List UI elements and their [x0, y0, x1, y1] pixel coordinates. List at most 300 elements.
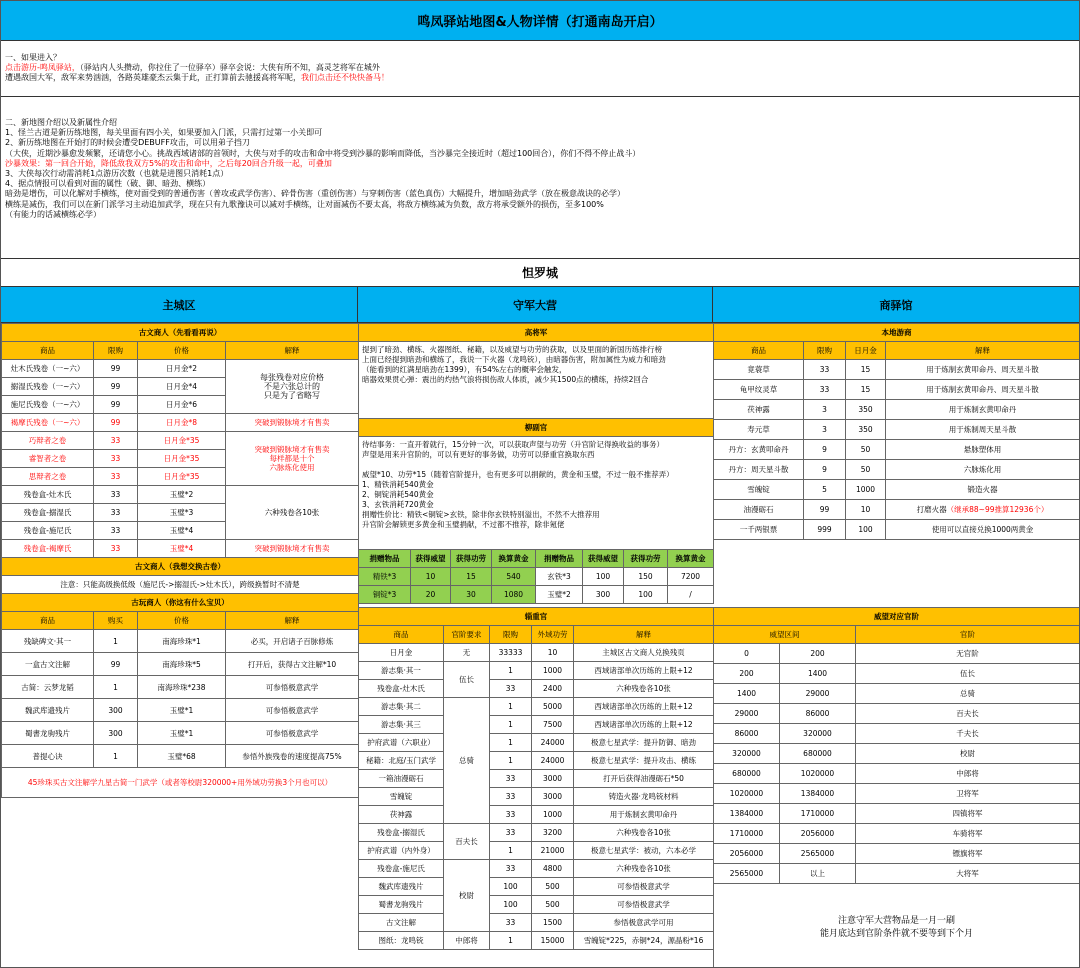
oil-red-note: （继承88~99推算12936个）	[946, 505, 1049, 514]
table-row	[359, 806, 714, 824]
cell: 南海珍珠*238	[138, 676, 226, 699]
cell: 悬脉塑体用	[886, 440, 1080, 460]
cell: 1	[94, 745, 138, 768]
cell: 1080	[492, 586, 536, 604]
cell: 可参悟极意武学	[226, 676, 359, 699]
cell: 33	[490, 770, 532, 788]
local-merchant-table	[713, 323, 1080, 540]
cell: 9	[804, 440, 846, 460]
cell: 350	[846, 420, 886, 440]
table-row	[714, 684, 1080, 704]
table-row	[714, 704, 1080, 724]
cell: 300	[94, 722, 138, 745]
col-header: 商品	[714, 342, 804, 360]
col-header: 限购	[94, 342, 138, 360]
cell: 游志集·其一	[359, 662, 444, 680]
note-cell: 突破到锻脉境才有售卖	[226, 414, 359, 432]
cell: 7500	[532, 716, 574, 734]
rank-cell: 校尉	[444, 860, 490, 932]
oil-note: 打磨火器	[916, 505, 947, 514]
rank-cell: 无	[444, 644, 490, 662]
cell: 丹方：玄黄叩命丹	[714, 440, 804, 460]
cell: 竟蓑草	[714, 360, 804, 380]
cell: 15000	[532, 932, 574, 950]
cell	[886, 500, 1080, 520]
cell: 图纸：龙鸣铳	[359, 932, 444, 950]
cell: 50	[846, 440, 886, 460]
cell: 33	[490, 788, 532, 806]
table-row	[359, 752, 714, 770]
cell: 百夫长	[856, 704, 1080, 724]
cell: 1384000	[780, 784, 856, 804]
cell: 33	[94, 504, 138, 522]
cell: 以上	[780, 864, 856, 884]
cell: 2056000	[780, 824, 856, 844]
newmap-line: （有能力的话减横练必学）	[5, 209, 101, 219]
cell: 南海珍珠*5	[138, 653, 226, 676]
intro-section	[1, 41, 1079, 97]
cell: 7200	[668, 568, 714, 586]
chief-title: 柳副官	[359, 419, 714, 437]
cell: 15	[451, 568, 492, 586]
cell: 日月金	[359, 644, 444, 662]
col-header: 解释	[226, 342, 359, 360]
table-row	[714, 724, 1080, 744]
rank-cell: 中郎将	[444, 932, 490, 950]
table-row	[359, 680, 714, 698]
table-row	[2, 630, 359, 653]
cell: 铸造火器·龙鸣铳材料	[574, 788, 714, 806]
rank-cell: 总骑	[444, 698, 490, 824]
cell: 2400	[532, 680, 574, 698]
cell: 33	[490, 680, 532, 698]
cell: 游志集·其二	[359, 698, 444, 716]
cell: 150	[624, 568, 668, 586]
newmap-line: 二、新地图介绍以及新属性介绍	[5, 118, 117, 127]
cell: 500	[532, 896, 574, 914]
table-row	[2, 540, 359, 558]
table-row	[359, 698, 714, 716]
page-title: 鸣凤驿站地图&人物详情（打通南岛开启）	[1, 1, 1079, 41]
cell: 蜀書龙驹残片	[359, 896, 444, 914]
cell: 2056000	[714, 844, 780, 864]
cell: 玉璧*1	[138, 722, 226, 745]
table-row	[359, 586, 714, 604]
cell: 玄铁*3	[536, 568, 583, 586]
cell: 精铁*3	[359, 568, 411, 586]
cell: 1710000	[714, 824, 780, 844]
intro-text: 遭遇敌国大军，敌军来势汹汹，各路英雄豪杰云集于此，正打算前去驰援高将军呢，	[5, 73, 301, 82]
ancient-merchant-title: 古文商人（先看看再说）	[2, 324, 359, 342]
cell: 龟甲纹灵草	[714, 380, 804, 400]
table-row	[714, 664, 1080, 684]
table-row	[714, 764, 1080, 784]
table-row	[714, 440, 1080, 460]
cell: 15	[846, 360, 886, 380]
cell: 1000	[532, 806, 574, 824]
cell: 86000	[780, 704, 856, 724]
col-header: 捐赠物品	[359, 550, 411, 568]
cell: 打开后获得油漫砺石*50	[574, 770, 714, 788]
col-header: 获得功劳	[451, 550, 492, 568]
cell: 日月金*2	[138, 360, 226, 378]
cell: 千夫长	[856, 724, 1080, 744]
cell: 3	[804, 400, 846, 420]
rank-table	[713, 607, 1080, 968]
cell: 3	[804, 420, 846, 440]
cell: 极意七星武学：提升防御、暗劲	[574, 734, 714, 752]
cell: 21000	[532, 842, 574, 860]
table-row	[2, 432, 359, 450]
cell: 魏武库遗残片	[359, 878, 444, 896]
cell: 玉璧*4	[138, 540, 226, 558]
cell: 1	[490, 662, 532, 680]
cell: 用于炼制周天星斗散	[886, 420, 1080, 440]
antique-note: 45珍珠买古文注解学九星古简一门武学（或者等校尉320000+用外域功劳换3个月也可以）	[2, 768, 359, 798]
cell: 使用可以直接兑换1000两黄金	[886, 520, 1080, 540]
cell: 200	[714, 664, 780, 684]
rank-note: 注意守军大营物品是一月一刷 能月底达到官阶条件就不要等到下个月	[714, 884, 1080, 968]
cell: 用于炼制玄黄叩命丹	[886, 400, 1080, 420]
table-row	[714, 744, 1080, 764]
intro-line	[5, 63, 1075, 73]
cell: 护府武谱（内外身）	[359, 842, 444, 860]
cell: 33	[804, 360, 846, 380]
table-row	[359, 770, 714, 788]
cell: 2565000	[714, 864, 780, 884]
col-header: 官阶要求	[444, 626, 490, 644]
intro-text: （驿站内人头攒动，你拉住了一位驿卒）驿卒会说：大侠有所不知，高灵芝将军在城外	[79, 63, 380, 72]
table-row	[2, 745, 359, 768]
table-row	[359, 914, 714, 932]
cell: 1	[490, 842, 532, 860]
cell: 残卷盒-灶木氏	[2, 486, 94, 504]
cell: 33	[94, 486, 138, 504]
table-row	[359, 644, 714, 662]
cell: 33	[94, 540, 138, 558]
city-title: 怛罗城	[1, 259, 1079, 287]
cell: 99	[94, 378, 138, 396]
cell: 参悟外族残卷的速度提高75%	[226, 745, 359, 768]
col-header: 解释	[574, 626, 714, 644]
table-row	[359, 824, 714, 842]
table-row	[714, 480, 1080, 500]
cell: 雪魄锭	[714, 480, 804, 500]
cell: 15	[846, 380, 886, 400]
newmap-line: （大侠，近期沙暴愈发频繁，还请您小心。挑战西域诸部的首领时，大侠与对手的攻击和命中将受到沙暴的影响而降低，当沙暴完全接近时（超过100回合），你们不得不停止战斗）	[5, 148, 641, 158]
cell: 打开后，获得古文注解*10	[226, 653, 359, 676]
newmap-line: 3、大侠每次行动需消耗1点游历次数（也就是进图只消耗1点）	[5, 169, 229, 179]
cell: 100	[583, 568, 624, 586]
cell: 用于炼制玄黄叩命丹、周天星斗散	[886, 380, 1080, 400]
veteran-title: 高将军	[359, 324, 714, 342]
cell: 一盒古文注解	[2, 653, 94, 676]
table-row	[714, 884, 1080, 968]
cell: 680000	[714, 764, 780, 784]
table-row	[714, 400, 1080, 420]
col-header: 商品	[2, 342, 94, 360]
cell: 车骑将军	[856, 824, 1080, 844]
cell: 1400	[714, 684, 780, 704]
cell: 33	[490, 824, 532, 842]
antique-title: 古玩商人（你这有什么宝贝）	[2, 594, 359, 612]
cell: 残缺碑文·其一	[2, 630, 94, 653]
cell: 1	[490, 932, 532, 950]
cell: 极意七星武学：被动，六本必学	[574, 842, 714, 860]
cell: 日月金*4	[138, 378, 226, 396]
table-row	[359, 716, 714, 734]
table-row	[714, 804, 1080, 824]
cell: 残卷盒-搦湿氏	[359, 824, 444, 842]
col-header: 限购	[490, 626, 532, 644]
cell: 30	[451, 586, 492, 604]
table-row	[2, 653, 359, 676]
cell: 西域诸部单次历练的上限+12	[574, 716, 714, 734]
table-row	[359, 860, 714, 878]
intro-red-text: 我们点击还不快快备马！	[301, 73, 389, 82]
cell: 思辩者之卷	[2, 468, 94, 486]
exchange-title: 古文商人（我想交换古卷）	[2, 558, 359, 576]
intro-line	[5, 73, 1075, 83]
cell: 铜锭*3	[359, 586, 411, 604]
cell: 护府武谱（六职业）	[359, 734, 444, 752]
table-row	[2, 768, 359, 798]
cell: 六种残卷各10张	[574, 860, 714, 878]
col-header: 换算黄金	[668, 550, 714, 568]
cell: 魏武库遗残片	[2, 699, 94, 722]
cell: 雪魄锭*225，赤铜*24，源晶粉*16	[574, 932, 714, 950]
table-row	[2, 722, 359, 745]
cell: 1	[490, 716, 532, 734]
table-row	[359, 568, 714, 586]
cell: 锻造火器	[886, 480, 1080, 500]
ancient-merchant-table	[1, 323, 359, 798]
zone-camp-header: 守军大营	[358, 287, 713, 323]
cell: 10	[411, 568, 451, 586]
cell: 99	[804, 500, 846, 520]
cell: 29000	[780, 684, 856, 704]
intro-red-text: 点击游历-鸣凤驿站，	[5, 63, 80, 72]
cell: 用于炼制玄黄叩命丹	[574, 806, 714, 824]
cell: 普提心诀	[2, 745, 94, 768]
cell: 300	[583, 586, 624, 604]
zone-trade-header: 商驿馆	[713, 287, 1079, 323]
cell: 100	[490, 878, 532, 896]
col-header: 获得功劳	[624, 550, 668, 568]
cell: 蜀書龙驹残片	[2, 722, 94, 745]
cell: 镖旗将军	[856, 844, 1080, 864]
officer-title: 辎重官	[359, 608, 714, 626]
cell: 33	[94, 468, 138, 486]
cell: 33	[94, 522, 138, 540]
table-row	[359, 550, 714, 568]
exchange-note: 注意：只能高级换低级（施尼氏->搦湿氏->灶木氏），跨级换暂时不清楚	[2, 576, 359, 594]
col-header: 获得威望	[583, 550, 624, 568]
table-row	[2, 360, 359, 378]
cell: 99	[94, 414, 138, 432]
cell: 1	[490, 752, 532, 770]
cell: 500	[532, 878, 574, 896]
cell: 86000	[714, 724, 780, 744]
col-header: 威望区间	[714, 626, 856, 644]
table-row	[2, 576, 359, 594]
cell: 日月金*35	[138, 468, 226, 486]
table-row	[714, 360, 1080, 380]
cell: 680000	[780, 744, 856, 764]
cell: 油漫砺石	[714, 500, 804, 520]
cell: 玉璧*4	[138, 522, 226, 540]
cell: 1000	[532, 662, 574, 680]
donate-table	[358, 549, 714, 604]
table-row	[714, 500, 1080, 520]
cell: 寿元草	[714, 420, 804, 440]
cell: 无官阶	[856, 644, 1080, 664]
cell: 1710000	[780, 804, 856, 824]
cell: 六种残卷各10张	[574, 824, 714, 842]
table-row	[714, 824, 1080, 844]
cell: 33	[490, 806, 532, 824]
cell: 灶木氏残卷（一~六）	[2, 360, 94, 378]
cell: 残卷盒-施尼氏	[359, 860, 444, 878]
local-merchant-title: 本地游商	[714, 324, 1080, 342]
cell: 10	[846, 500, 886, 520]
cell: 5000	[532, 698, 574, 716]
col-header: 换算黄金	[492, 550, 536, 568]
cell: 100	[624, 586, 668, 604]
cell: 20	[411, 586, 451, 604]
table-row	[714, 460, 1080, 480]
table-row	[714, 844, 1080, 864]
table-row	[2, 486, 359, 504]
cell: 1400	[780, 664, 856, 684]
table-row	[2, 676, 359, 699]
cell: 200	[780, 644, 856, 664]
cell: 残卷盒-施尼氏	[2, 522, 94, 540]
col-header: 获得威望	[411, 550, 451, 568]
col-header: 解释	[886, 342, 1080, 360]
cell: 1	[94, 630, 138, 653]
cell: 540	[492, 568, 536, 586]
cell: 总骑	[856, 684, 1080, 704]
cell: 用于炼制玄黄叩命丹、周天星斗散	[886, 360, 1080, 380]
cell: 玉璧*1	[138, 699, 226, 722]
col-header: 官阶	[856, 626, 1080, 644]
col-header: 商品	[359, 626, 444, 644]
cell: 可参悟极意武学	[226, 722, 359, 745]
cell: 99	[94, 360, 138, 378]
table-row	[2, 414, 359, 432]
cell: 茯神露	[359, 806, 444, 824]
cell: 必买，开启诸子百脉修炼	[226, 630, 359, 653]
cell: 33	[94, 432, 138, 450]
cell: 33	[490, 860, 532, 878]
table-row	[359, 662, 714, 680]
table-row	[714, 520, 1080, 540]
col-header: 商品	[2, 612, 94, 630]
cell: 搦湿氏残卷（一~六）	[2, 378, 94, 396]
cell: 玉璧*2	[536, 586, 583, 604]
cell: 可参悟极意武学	[226, 699, 359, 722]
cell: 巧辩者之卷	[2, 432, 94, 450]
veteran-text: 提到了暗劲、横练、火器图纸、秘籍，以及威望与功劳的获取，以及里面的新国历练排行榜 上面已经提到暗劲和横练了，我说一下火器（龙鸣铳），由暗器伤害，附加属性为威力和暗劲 （能看到的红满星暗劲在1399），有54%左右的概率会触发， 暗器效果贯心弹：震出的灼热气浪将损伤敌人体质，减少其1500点的横练，持续2回合	[359, 342, 714, 419]
newmap-section	[1, 97, 1079, 259]
rank-cell: 伍长	[444, 662, 490, 698]
cell: 古文注解	[359, 914, 444, 932]
cell: 320000	[714, 744, 780, 764]
cell: 29000	[714, 704, 780, 724]
cell: 5	[804, 480, 846, 500]
cell: 玉璧*2	[138, 486, 226, 504]
cell: 1384000	[714, 804, 780, 824]
cell: 3000	[532, 770, 574, 788]
cell: 日月金*6	[138, 396, 226, 414]
cell: 3000	[532, 788, 574, 806]
cell: 玉璧*68	[138, 745, 226, 768]
note-cell: 每张残卷对应价格 不是六张总计的 只是为了省略写	[226, 360, 359, 414]
table-row	[714, 380, 1080, 400]
cell: 33	[804, 380, 846, 400]
cell: 33	[490, 914, 532, 932]
col-header: 购买	[94, 612, 138, 630]
cell: 主城区古文商人兑换残页	[574, 644, 714, 662]
table-row	[359, 896, 714, 914]
col-header: 限购	[804, 342, 846, 360]
cell: 日月金*8	[138, 414, 226, 432]
table-row	[359, 842, 714, 860]
cell: 100	[490, 896, 532, 914]
cell: 残卷盒-搦湿氏	[2, 504, 94, 522]
cell: /	[668, 586, 714, 604]
cell: 古简：云梦龙韬	[2, 676, 94, 699]
zone-main-header: 主城区	[1, 287, 358, 323]
cell: 雪魄锭	[359, 788, 444, 806]
cell: 3200	[532, 824, 574, 842]
newmap-line: 4、据点情报可以看到对面的属性（破、御、暗劲、横练）	[5, 179, 211, 189]
cell: 4800	[532, 860, 574, 878]
table-row	[359, 788, 714, 806]
cell: 参悟极意武学可用	[574, 914, 714, 932]
cell: 1020000	[780, 764, 856, 784]
cell: 24000	[532, 752, 574, 770]
cell: 10	[532, 644, 574, 662]
cell: 33333	[490, 644, 532, 662]
officer-table	[358, 607, 714, 950]
cell: 可参悟极意武学	[574, 878, 714, 896]
cell: 1	[490, 734, 532, 752]
cell: 99	[94, 653, 138, 676]
cell: 100	[846, 520, 886, 540]
note-cell: 突破到锻脉境才有售卖 每样都是十个 六脉炼化使用	[226, 432, 359, 486]
col-header: 日月金	[846, 342, 886, 360]
cell: 一箱油漫砺石	[359, 770, 444, 788]
cell: 茯神露	[714, 400, 804, 420]
rank-cell: 百夫长	[444, 824, 490, 860]
cell: 大将军	[856, 864, 1080, 884]
col-header: 价格	[138, 342, 226, 360]
cell: 1020000	[714, 784, 780, 804]
cell: 校尉	[856, 744, 1080, 764]
cell: 极意七星武学：提升攻击、横练	[574, 752, 714, 770]
newmap-line: 横练是减伤，我们可以在新门派学习主动追加武学，现在只有九歌豫诀可以减对手横练，让对面减伤不要太高，将敌方横练减为负数，敌方将承受额外的损伤，至多100%	[5, 199, 604, 209]
col-header: 捐赠物品	[536, 550, 583, 568]
cell: 350	[846, 400, 886, 420]
cell: 300	[94, 699, 138, 722]
cell: 玉璧*3	[138, 504, 226, 522]
table-row	[714, 420, 1080, 440]
table-row	[714, 644, 1080, 664]
newmap-line: 2、新历练地图在开始打的时候会遭受DEBUFF攻击，可以用弟子挡刀	[5, 138, 250, 148]
col-header: 外域功劳	[532, 626, 574, 644]
